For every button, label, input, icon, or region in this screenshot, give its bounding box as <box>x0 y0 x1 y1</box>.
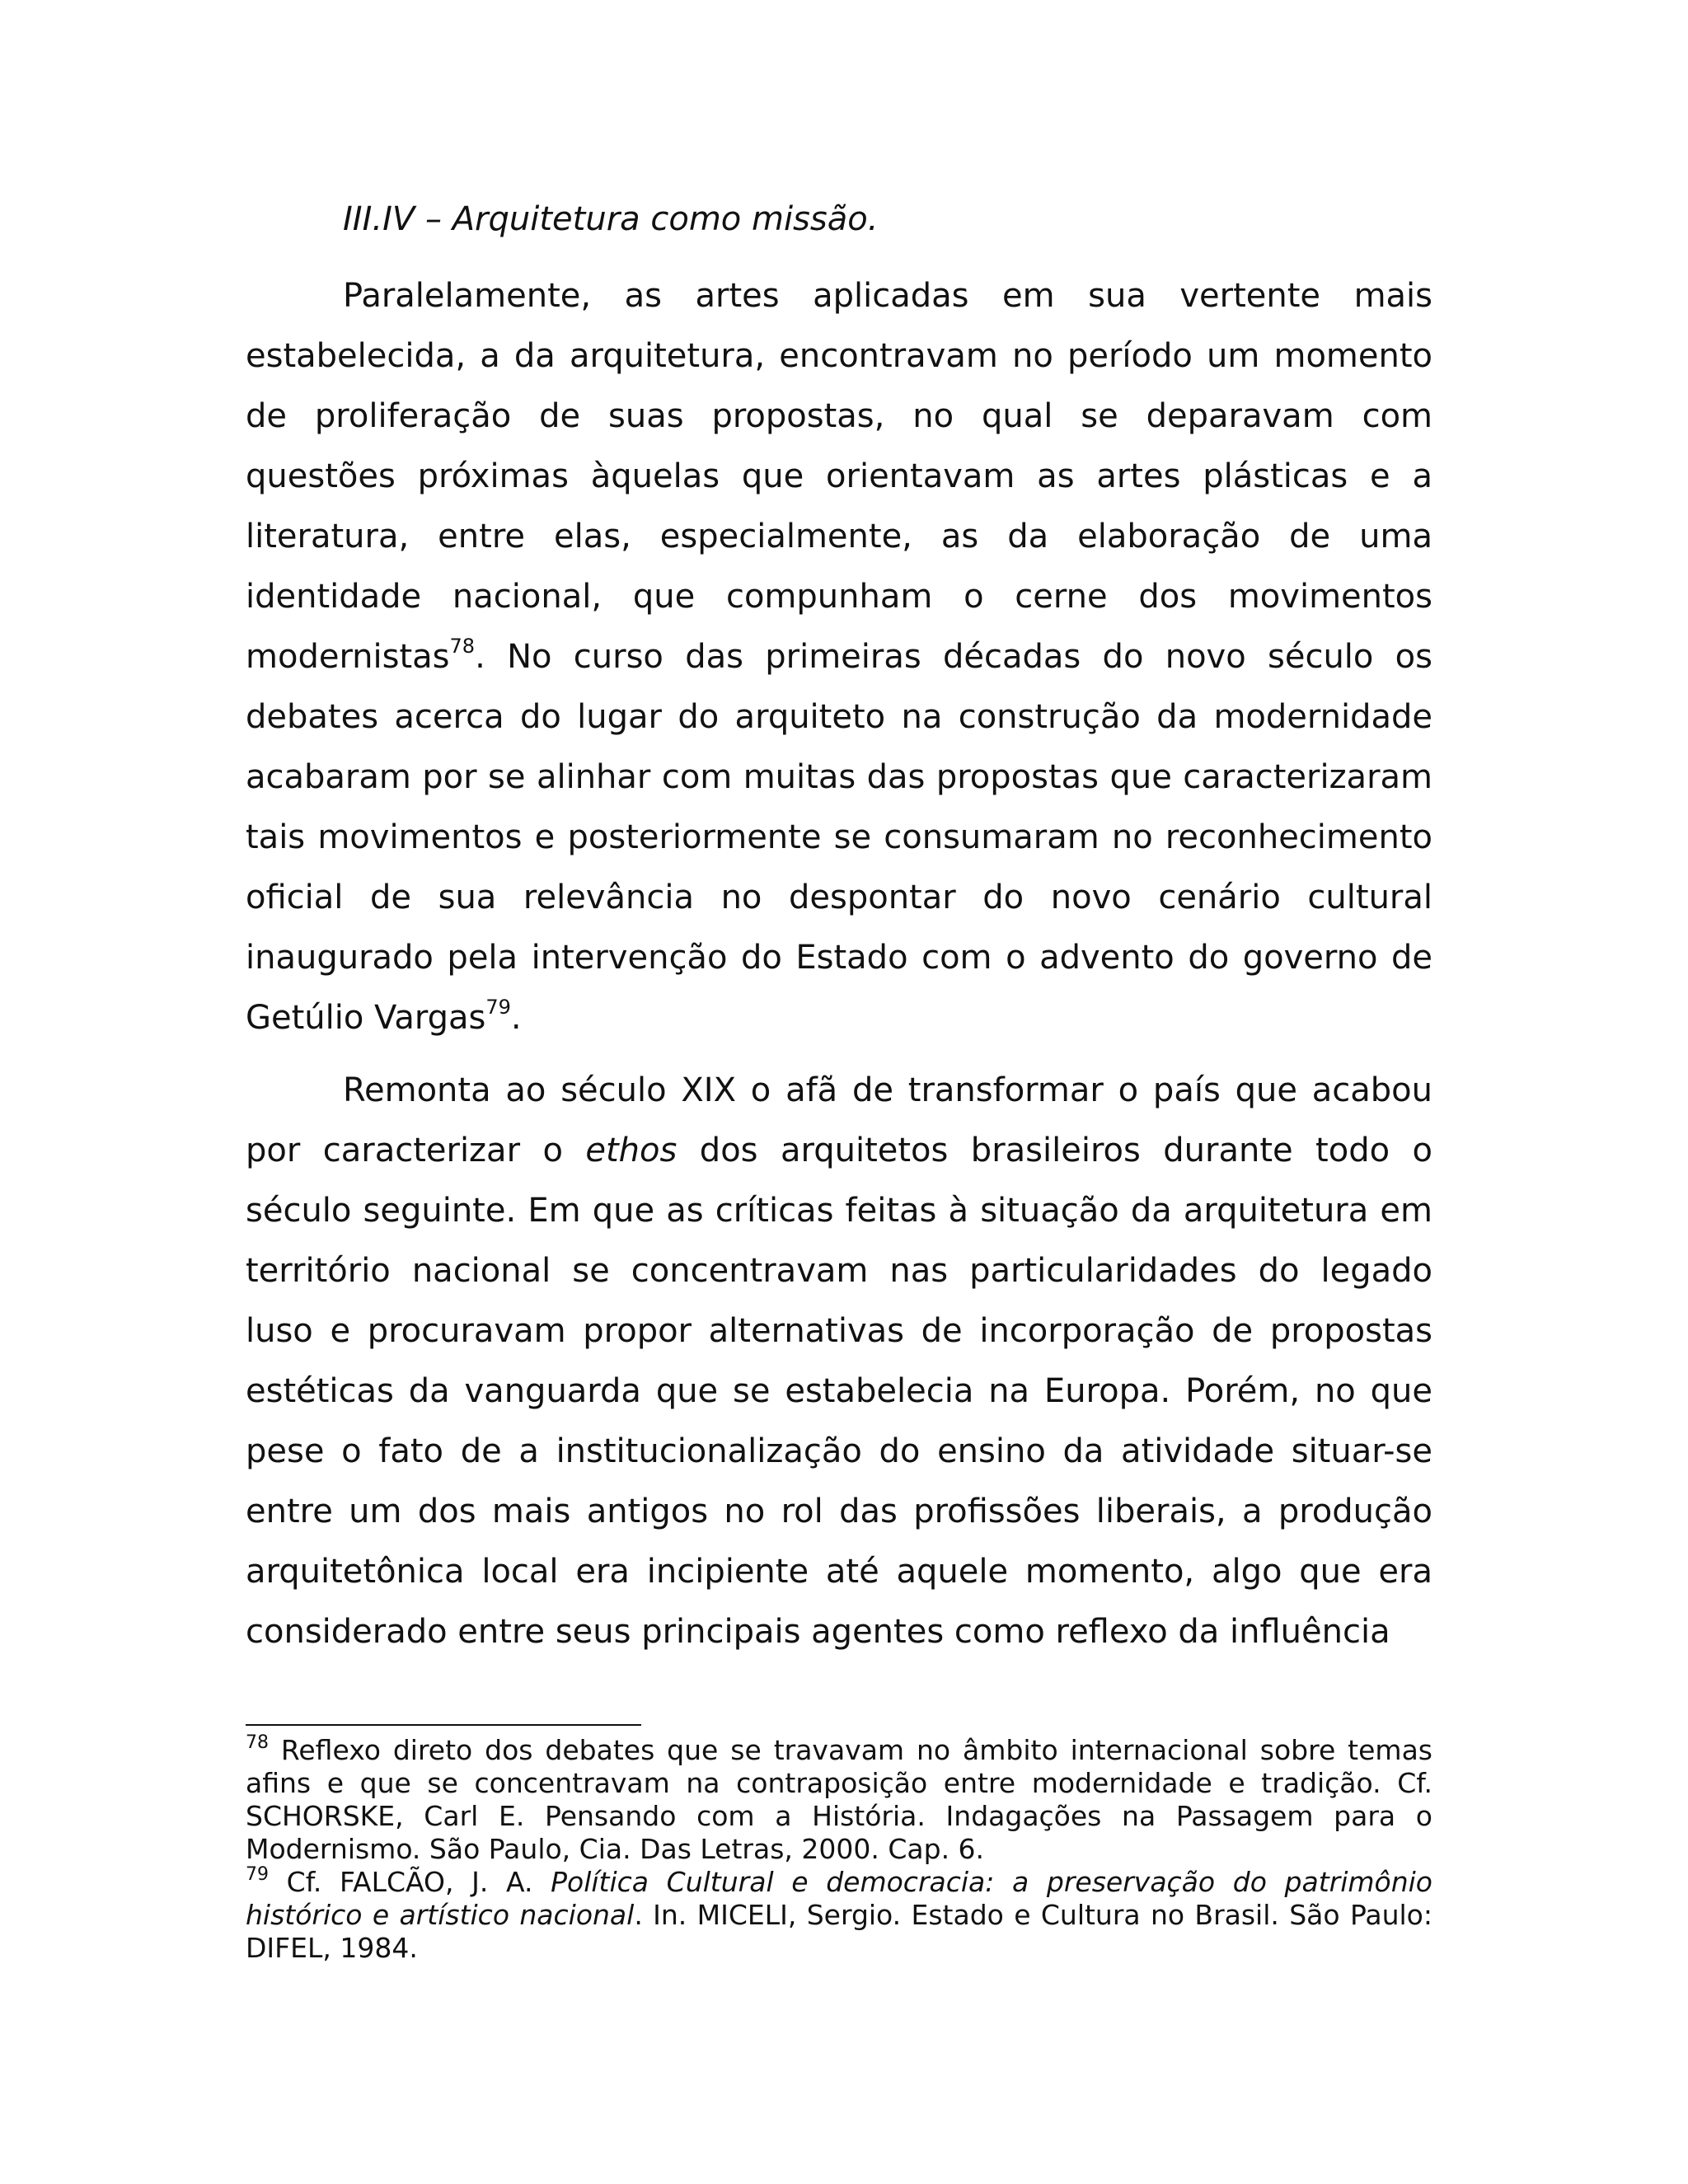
footnote-text: Reflexo direto dos debates que se travavam no âmbito internacional sobre temas afins e que se concentravam na contraposição entre modernidade e tradição. Cf. SCHORSKE, Carl E. Pensando com a História. Indagações na Passagem para o Modernismo. São Paulo, Cia. Das Letras, 2000. Cap. 6. <box>246 1734 1432 1865</box>
footnote-text: . In. MICELI, Sergio. Estado e Cultura no Brasil. São Paulo: DIFEL, 1984. <box>246 1899 1432 1964</box>
footnote-title: Política Cultural e democracia: a preservação do patrimônio histórico e artístico nacional <box>246 1866 1432 1931</box>
body-paragraph-1 <box>246 266 1432 1048</box>
footnote-reference[interactable]: 79 <box>485 995 511 1019</box>
footnote-reference[interactable]: 78 <box>449 634 476 658</box>
footnote-number: 78 <box>246 1732 269 1753</box>
footnote-divider <box>246 1724 641 1726</box>
footnote-text: Cf. FALCÃO, J. A. <box>269 1866 551 1898</box>
footnote-78 <box>246 1734 1432 1866</box>
body-paragraph-2 <box>246 1061 1432 1662</box>
paragraph-text: dos arquitetos brasileiros durante todo o século seguinte. Em que as críticas feitas à situação da arquitetura em território nacional se concentravam nas particularidades do legado luso e procuravam propor alternativas de incorporação de propostas estéticas da vanguarda que se estabelecia na Europa. Porém, no que pese o fato de a institucionalização do ensino da atividade situar-se entre um dos mais antigos no rol das profissões liberais, a produção arquitetônica local era incipiente até aquele momento, algo que era considerado entre seus principais agentes como reflexo da influência <box>246 1132 1432 1651</box>
emphasized-term: ethos <box>585 1132 678 1169</box>
paragraph-text: Paralelamente, as artes aplicadas em sua vertente mais estabelecida, a da arquitetura, encontravam no período um momento de proliferação de suas propostas, no qual se deparavam com questões próximas àquelas que orientavam as artes plásticas e a literatura, entre elas, especialmente, as da elaboração de uma identidade nacional, que compunham o cerne dos movimentos modernistas <box>246 277 1432 676</box>
footnote-number: 79 <box>246 1864 269 1885</box>
paragraph-text: . No curso das primeiras décadas do novo século os debates acerca do lugar do arquiteto na construção da modernidade acabaram por se alinhar com muitas das propostas que caracterizaram tais movimentos e posteriormente se consumaram no reconhecimento oficial de sua relevância no despontar do novo cenário cultural inaugurado pela intervenção do Estado com o advento do governo de Getúlio Vargas <box>246 638 1432 1037</box>
paragraph-text: Remonta ao século XIX o afã de transformar o país que acabou por caracterizar o <box>246 1071 1432 1169</box>
section-heading: III.IV – Arquitetura como missão. <box>343 200 879 238</box>
paragraph-text: . <box>510 999 522 1037</box>
footnotes-section <box>246 1734 1432 1965</box>
document-page <box>246 0 1432 2184</box>
footnote-79 <box>246 1866 1432 1965</box>
